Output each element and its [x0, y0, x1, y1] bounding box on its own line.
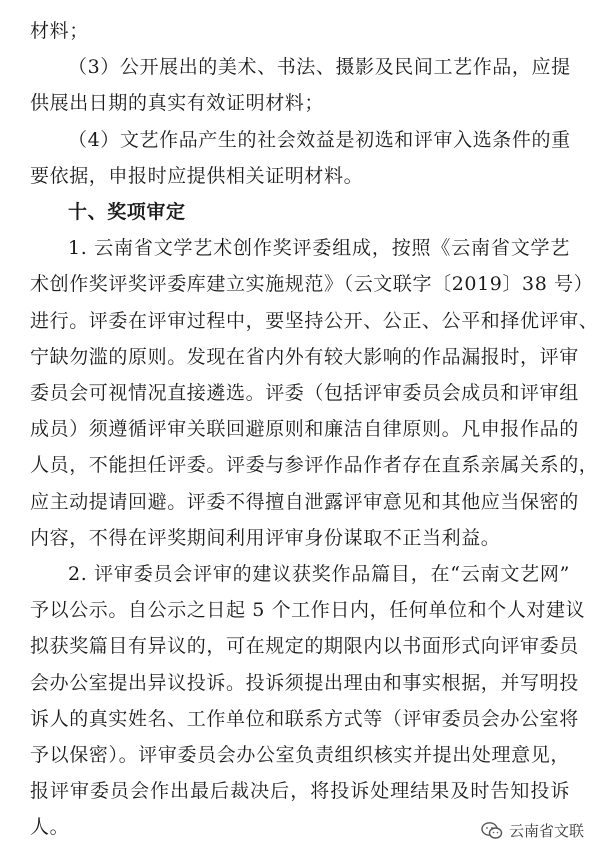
watermark-text: 云南省文联	[508, 822, 584, 840]
text-line: （4）文艺作品产生的社会效益是初选和评审入选条件的重	[68, 128, 571, 151]
section-heading: 十、奖项审定	[68, 201, 186, 223]
text-line: 内容，不得在评奖期间利用评审身份谋取不正当利益。	[30, 526, 501, 549]
text-line: 1. 云南省文学艺术创作奖评委组成，按照《云南省文学艺	[68, 237, 570, 260]
text-line: 成员）须遵循评审关联回避原则和廉洁自律原则。凡申报作品的	[30, 418, 579, 441]
text-line: 予以保密）。评审委员会办公室负责组织核实并提出处理意见，	[30, 744, 570, 766]
text-line: 要依据，申报时应提供相关证明材料。	[30, 164, 364, 187]
text-line: 人。	[30, 816, 70, 839]
text-line: 进行。评委在评审过程中，要坚持公开、公正、公平和择优评审、	[30, 309, 599, 332]
text-line: 2. 评审委员会评审的建议获奖作品篇目，在“云南文艺网”	[68, 563, 570, 585]
text-line: 会办公室提出异议投诉。投诉须提出理由和事实根据，并写明投	[30, 671, 579, 694]
text-line: 应主动提请回避。评委不得擅自泄露评审意见和其他应当保密的	[30, 490, 579, 513]
text-line: 诉人的真实姓名、工作单位和联系方式等（评审委员会办公室将	[30, 707, 579, 730]
wechat-icon	[481, 821, 503, 841]
text-line: 人员，不能担任评委。评委与参评作品作者存在直系亲属关系的，	[30, 454, 599, 477]
text-line: 供展出日期的真实有效证明材料；	[30, 92, 325, 115]
text-line: 宁缺勿滥的原则。发现在省内外有较大影响的作品漏报时，评审	[30, 345, 579, 368]
text-line: 予以公示。自公示之日起 5 个工作日内，任何单位和个人对建议	[30, 599, 586, 622]
text-line: 报评审委员会作出最后裁决后，将投诉处理结果及时告知投诉	[30, 780, 570, 803]
text-line: （3）公开展出的美术、书法、摄影及民间工艺作品，应提	[68, 56, 571, 79]
text-line: 拟获奖篇目有异议的，可在规定的期限内以书面形式向评审委员	[30, 635, 579, 658]
wechat-watermark	[481, 820, 584, 841]
text-line: 材料；	[30, 20, 89, 42]
text-line: 术创作奖评奖评委库建立实施规范》（云文联字〔2019〕38 号）	[30, 273, 594, 296]
text-line: 委员会可视情况直接遴选。评委（包括评审委员会成员和评审组	[30, 382, 579, 404]
